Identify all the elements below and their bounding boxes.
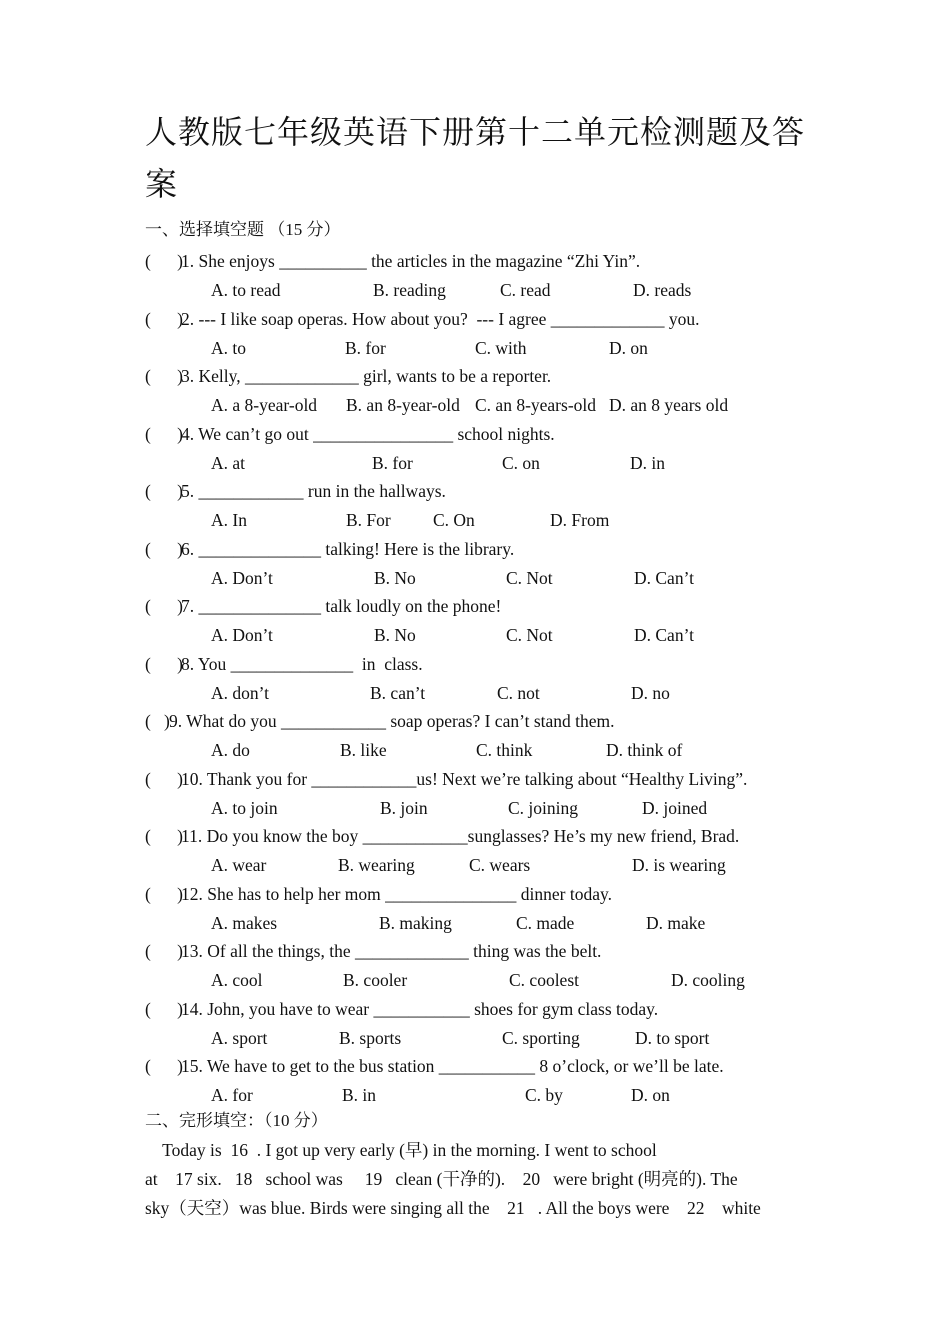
- option-row: [211, 969, 831, 991]
- question-stem: [145, 538, 514, 560]
- answer-bracket[interactable]: ( ): [145, 653, 183, 674]
- question-stem: [145, 940, 601, 962]
- answer-option[interactable]: C. joining: [508, 797, 579, 818]
- answer-option[interactable]: B. an 8-year-old: [346, 395, 460, 415]
- answer-option[interactable]: C. Not: [506, 625, 553, 645]
- answer-option[interactable]: B. making: [379, 912, 452, 933]
- passage-line: sky（天空）was blue. Birds were singing all the 21 . All the boys were 22 white: [145, 1198, 761, 1218]
- question-text: 7. ______________ talk loudly on the phone!: [181, 596, 502, 616]
- question-stem: [145, 365, 551, 387]
- question-stem: [145, 250, 640, 272]
- answer-bracket[interactable]: ( ): [145, 308, 183, 329]
- option-row: [211, 797, 831, 819]
- question-text: 13. Of all the things, the _____________ thing was the belt.: [181, 941, 602, 961]
- answer-bracket[interactable]: ( ): [145, 711, 170, 731]
- answer-bracket[interactable]: ( ): [145, 481, 183, 501]
- passage-line: Today is 16 . I got up very early (早) in the morning. I went to school: [145, 1140, 657, 1160]
- answer-option[interactable]: B. reading: [373, 280, 446, 300]
- answer-option[interactable]: D. think of: [606, 740, 683, 760]
- answer-bracket[interactable]: ( ): [145, 826, 183, 846]
- question-stem: [145, 1055, 724, 1077]
- answer-option[interactable]: B. like: [340, 740, 387, 760]
- answer-option[interactable]: A. to read: [211, 280, 281, 300]
- option-row: [211, 567, 831, 589]
- answer-option[interactable]: C. sporting: [502, 1027, 580, 1048]
- answer-option[interactable]: D. on: [631, 1085, 670, 1105]
- answer-option[interactable]: C. by: [525, 1085, 563, 1105]
- answer-option[interactable]: B. cooler: [343, 970, 408, 990]
- page-title: 人教版七年级英语下册第十二单元检测题及答案: [145, 114, 806, 202]
- question-text: 4. We can’t go out ________________ school nights.: [181, 423, 555, 444]
- question-text: 10. Thank you for ____________us! Next we’re talking about “Healthy Living”.: [181, 768, 748, 789]
- answer-option[interactable]: C. made: [516, 912, 575, 933]
- answer-bracket[interactable]: ( ): [145, 251, 183, 271]
- question-stem: [145, 308, 700, 330]
- question-stem: [145, 595, 501, 617]
- answer-option[interactable]: D. Can’t: [634, 625, 694, 645]
- option-row: [211, 624, 831, 646]
- question-text: 8. You ______________ in class.: [181, 653, 423, 674]
- answer-option[interactable]: A. In: [211, 510, 247, 530]
- question-text: 9. What do you ____________ soap operas? I can’t stand them.: [169, 711, 615, 731]
- answer-option[interactable]: B. can’t: [370, 682, 426, 703]
- question-text: 15. We have to get to the bus station ___________ 8 o’clock, or we’ll be late.: [181, 1056, 724, 1076]
- answer-option[interactable]: B. wearing: [338, 855, 415, 875]
- question-text: 2. --- I like soap operas. How about you? --- I agree _____________ you.: [181, 308, 700, 329]
- answer-option[interactable]: D. make: [646, 912, 706, 933]
- answer-option[interactable]: D. is wearing: [632, 855, 726, 875]
- answer-bracket[interactable]: ( ): [145, 998, 183, 1019]
- answer-option[interactable]: B. in: [342, 1085, 377, 1105]
- option-row: [211, 279, 831, 301]
- answer-option[interactable]: B. for: [372, 452, 413, 473]
- answer-option[interactable]: D. Can’t: [634, 567, 694, 588]
- answer-option[interactable]: D. From: [550, 510, 610, 530]
- question-text: 12. She has to help her mom _______________ dinner today.: [181, 883, 612, 904]
- question-stem: [145, 423, 555, 445]
- passage-line: at 17 six. 18 school was 19 clean (干净的). 20 were bright (明亮的). The: [145, 1169, 738, 1189]
- answer-option[interactable]: A. for: [211, 1085, 253, 1105]
- option-row: [211, 1084, 831, 1106]
- answer-option[interactable]: A. don’t: [211, 682, 270, 703]
- answer-option[interactable]: A. a 8-year-old: [211, 395, 318, 415]
- section-heading-choice: 一、选择填空题 （15 分）: [145, 220, 341, 239]
- option-row: [211, 1027, 831, 1049]
- answer-option[interactable]: A. Don’t: [211, 625, 273, 645]
- answer-option[interactable]: D. an 8 years old: [609, 395, 729, 415]
- question-stem: [145, 825, 739, 847]
- answer-bracket[interactable]: ( ): [145, 596, 183, 616]
- section-heading-cloze: 二、完形填空：（10 分）: [145, 1111, 328, 1130]
- answer-option[interactable]: D. reads: [633, 280, 692, 300]
- question-text: 6. ______________ talking! Here is the library.: [181, 538, 515, 559]
- option-row: [211, 394, 831, 416]
- answer-option[interactable]: A. cool: [211, 970, 263, 990]
- option-row: [211, 854, 831, 876]
- answer-option[interactable]: C. with: [475, 337, 527, 358]
- answer-option[interactable]: C. not: [497, 682, 540, 703]
- answer-option[interactable]: D. in: [630, 452, 665, 473]
- question-stem: [145, 998, 658, 1020]
- option-row: [211, 682, 831, 704]
- answer-option[interactable]: B. join: [380, 797, 428, 818]
- question-text: 11. Do you know the boy ____________sunglasses? He’s my new friend, Brad.: [181, 826, 740, 846]
- answer-option[interactable]: C. Not: [506, 567, 553, 588]
- answer-option[interactable]: D. joined: [642, 797, 708, 818]
- answer-option[interactable]: C. think: [476, 740, 533, 760]
- answer-option[interactable]: C. an 8-years-old: [475, 395, 597, 415]
- question-text: 1. She enjoys __________ the articles in the magazine “Zhi Yin”.: [181, 251, 641, 271]
- answer-option[interactable]: A. makes: [211, 912, 278, 933]
- answer-option[interactable]: B. For: [346, 510, 391, 530]
- answer-option[interactable]: D. to sport: [635, 1027, 710, 1048]
- option-row: [211, 509, 831, 531]
- option-row: [211, 452, 831, 474]
- answer-option[interactable]: C. coolest: [509, 970, 579, 990]
- answer-bracket[interactable]: ( ): [145, 768, 183, 789]
- answer-option[interactable]: B. No: [374, 567, 416, 588]
- answer-option[interactable]: B. for: [345, 337, 386, 358]
- question-stem: [145, 710, 615, 732]
- question-text: 14. John, you have to wear ___________ shoes for gym class today.: [181, 998, 659, 1019]
- answer-bracket[interactable]: ( ): [145, 883, 183, 904]
- answer-bracket[interactable]: ( ): [145, 423, 183, 444]
- answer-option[interactable]: C. On: [433, 510, 475, 530]
- answer-option[interactable]: A. to: [211, 337, 246, 358]
- answer-bracket[interactable]: ( ): [145, 366, 183, 386]
- question-text: 3. Kelly, _____________ girl, wants to be a reporter.: [181, 366, 552, 386]
- option-row: [211, 739, 831, 761]
- question-stem: [145, 653, 423, 675]
- option-row: [211, 337, 831, 359]
- answer-option[interactable]: A. at: [211, 452, 246, 473]
- answer-option[interactable]: A. do: [211, 740, 250, 760]
- answer-bracket[interactable]: ( ): [145, 941, 183, 961]
- answer-option[interactable]: C. read: [500, 280, 551, 300]
- question-stem: [145, 480, 446, 502]
- question-stem: [145, 768, 747, 790]
- question-stem: [145, 883, 612, 905]
- answer-option[interactable]: C. wears: [469, 855, 531, 875]
- question-text: 5. ____________ run in the hallways.: [181, 481, 446, 501]
- answer-option[interactable]: A. Don’t: [211, 567, 273, 588]
- answer-option[interactable]: A. to join: [211, 797, 278, 818]
- answer-bracket[interactable]: ( ): [145, 538, 183, 559]
- answer-option[interactable]: C. on: [502, 452, 540, 473]
- answer-bracket[interactable]: ( ): [145, 1056, 183, 1076]
- answer-option[interactable]: D. cooling: [671, 970, 745, 990]
- answer-option[interactable]: A. wear: [211, 855, 267, 875]
- option-row: [211, 912, 831, 934]
- answer-option[interactable]: B. sports: [339, 1027, 402, 1048]
- answer-option[interactable]: D. on: [609, 337, 648, 358]
- answer-option[interactable]: B. No: [374, 625, 416, 645]
- answer-option[interactable]: A. sport: [211, 1027, 268, 1048]
- answer-option[interactable]: D. no: [631, 682, 670, 703]
